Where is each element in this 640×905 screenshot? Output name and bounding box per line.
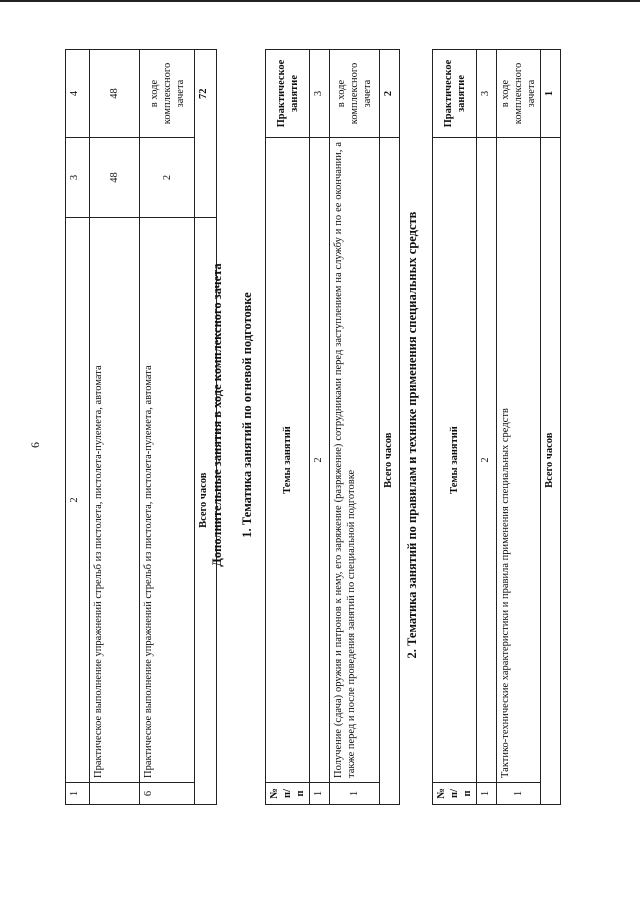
table-index-row: [310, 50, 330, 805]
table-row: [140, 50, 195, 805]
index-cell: 2: [310, 138, 330, 783]
table-row: [497, 50, 541, 805]
row-hours: 48: [90, 138, 140, 218]
header-topics: Темы занятий: [433, 138, 477, 783]
subsection-title-fire-training: 1. Тематика занятий по огневой подготовке: [240, 292, 254, 538]
table-total-row: [380, 50, 400, 805]
table-special-means: [432, 49, 561, 805]
row-number: [90, 783, 140, 805]
index-cell: 3: [310, 50, 330, 138]
row-number: 1: [497, 783, 541, 805]
table-total-row: [541, 50, 561, 805]
row-practice: в ходе комплексного зачета: [497, 50, 541, 138]
table-fire-training: [265, 49, 400, 805]
row-hours: 2: [140, 138, 195, 218]
row-practice: в ходе комплексного зачета: [330, 50, 380, 138]
header-topics: Темы занятий: [266, 138, 310, 783]
row-number: 6: [140, 783, 195, 805]
row-topic: Практическое выполнение упражнений стрельб из пистолета, пистолета-пулемета, автомата: [140, 218, 195, 783]
header-number: № п/п: [433, 783, 477, 805]
page-number: 6: [28, 442, 42, 448]
table-top-index-cell: 2: [66, 218, 90, 783]
header-practice: Практическое занятие: [433, 50, 477, 138]
section-title: Дополнительные занятия в ходе комплексного зачета: [210, 263, 224, 567]
row-topic: Тактико-технические характеристики и правила применения специальных средств: [497, 138, 541, 783]
row-practice: 48: [90, 50, 140, 138]
total-label: Всего часов: [541, 138, 561, 783]
row-number: 1: [330, 783, 380, 805]
header-practice: Практическое занятие: [266, 50, 310, 138]
header-number: № п/п: [266, 783, 310, 805]
table-row: [330, 50, 380, 805]
table-top-index-cell: 4: [66, 50, 90, 138]
index-cell: 2: [477, 138, 497, 783]
total-label: Всего часов: [380, 138, 400, 783]
table-row: [90, 50, 140, 805]
total-label: Всего часов: [195, 218, 217, 783]
table-header-row: [266, 50, 310, 805]
total-value: 2: [380, 50, 400, 138]
table-top-index-cell: 1: [66, 783, 90, 805]
table-top: [65, 49, 217, 805]
index-cell: 1: [310, 783, 330, 805]
table-top-index-row: [66, 50, 90, 805]
subsection-title-special-means: 2. Тематика занятий по правилам и технике применения специальных средств: [405, 211, 419, 659]
index-cell: 3: [477, 50, 497, 138]
total-value: 1: [541, 50, 561, 138]
table-header-row: [433, 50, 477, 805]
row-practice: в ходе комплексного зачета: [140, 50, 195, 138]
row-topic: Практическое выполнение упражнений стрельб из пистолета, пистолета-пулемета, автомата: [90, 218, 140, 783]
table-index-row: [477, 50, 497, 805]
index-cell: 1: [477, 783, 497, 805]
row-topic: Получение (сдача) оружия и патронов к нему, его заряжение (разряжение) сотрудниками перед заступлением на службу и по ее окончании, а также перед и после проведения занятий по специальной подготовке: [330, 138, 380, 783]
table-top-index-cell: 3: [66, 138, 90, 218]
total-value: 72: [195, 50, 217, 138]
